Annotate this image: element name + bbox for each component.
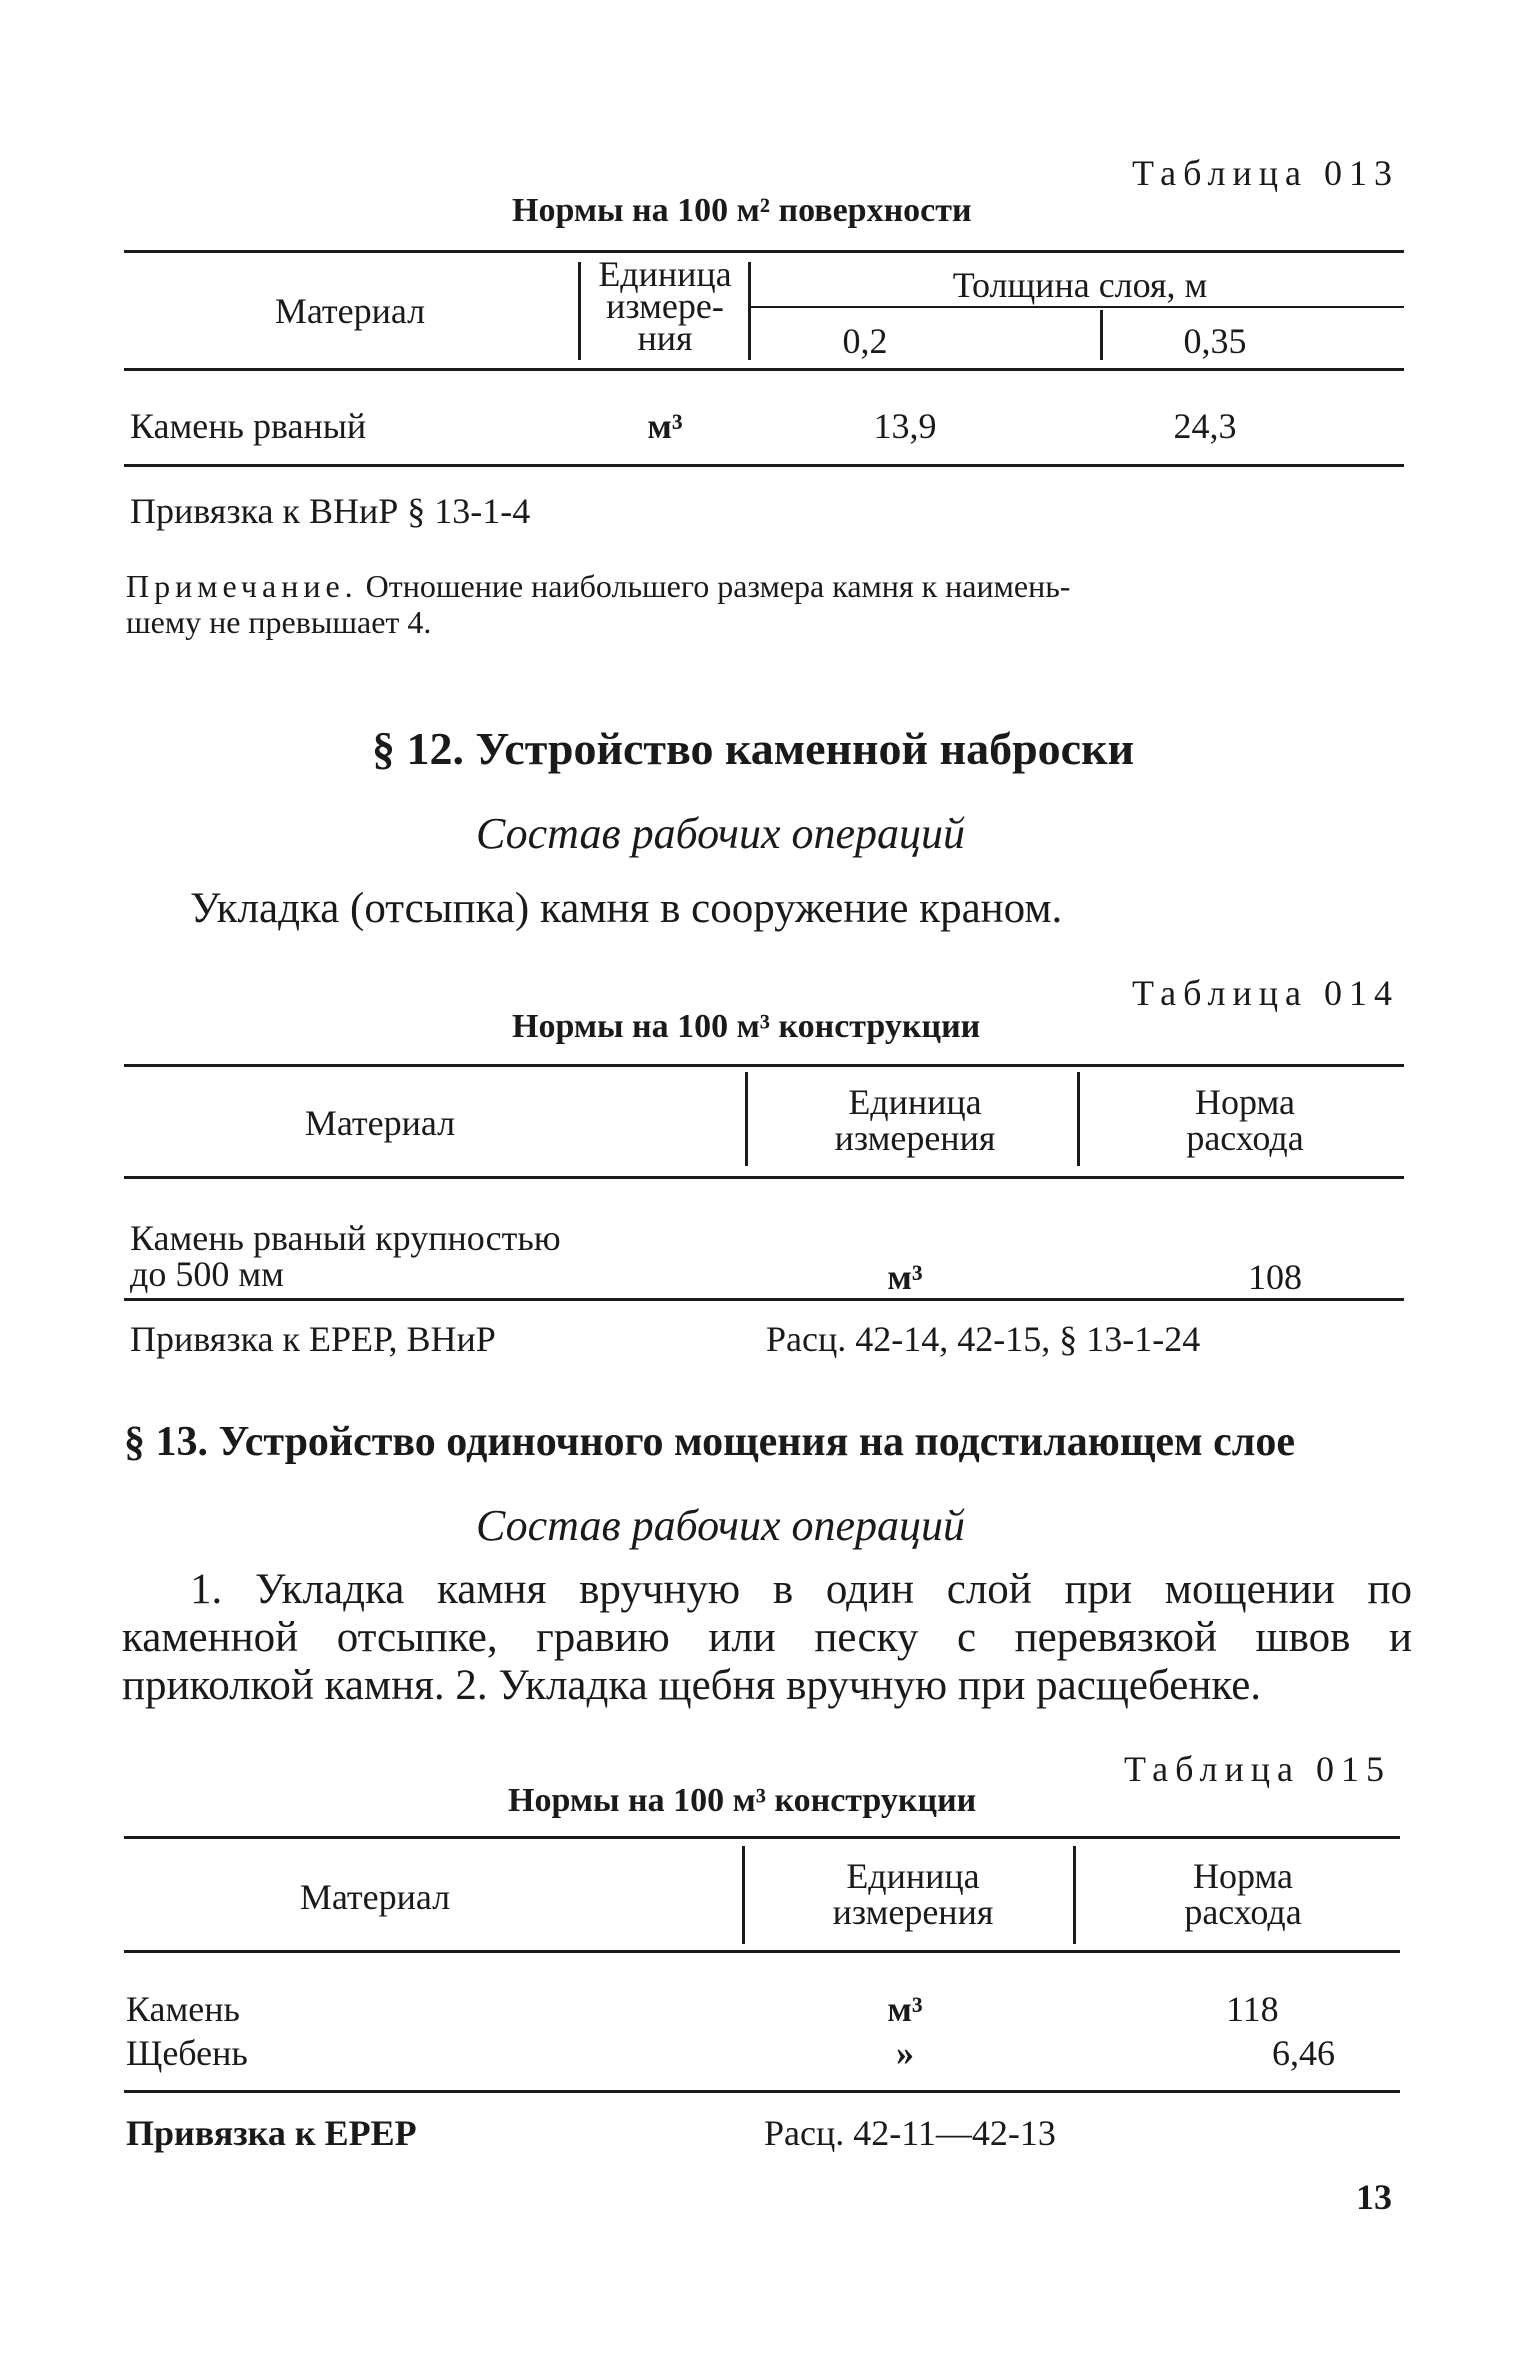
- table-015-row-material: Щебень: [126, 2033, 248, 2073]
- table-015-row-unit: м³: [887, 1989, 923, 2029]
- note-text: Отношение наибольшего размера камня к наимень-: [357, 568, 1071, 604]
- section-13-body-line-2: каменной отсыпке, гравию или песку с перевязкой швов и: [122, 1614, 1412, 1661]
- table-013-divider: [748, 262, 751, 360]
- section-12-body: Укладка (отсыпка) камня в сооружение краном.: [190, 885, 1063, 932]
- table-013-col-unit: [585, 254, 745, 358]
- table-014-col-unit-line-2: измерения: [834, 1118, 996, 1158]
- table-015-row-value: 118: [1226, 1989, 1279, 2029]
- table-014-row-value: 108: [1248, 1257, 1302, 1297]
- table-013-col-unit-line-2: измере-: [606, 286, 724, 326]
- table-014-col-unit-line-1: Единица: [848, 1082, 982, 1122]
- page-number: 13: [1356, 2177, 1392, 2217]
- table-015-col-material: Материал: [299, 1877, 451, 1917]
- table-015-divider: [1073, 1846, 1076, 1944]
- section-12-subheading: Состав рабочих операций: [476, 809, 966, 858]
- table-014-col-norm-line-2: расхода: [1186, 1118, 1304, 1158]
- table-015-col-unit: [758, 1858, 1068, 1930]
- table-013-top-rule: [124, 250, 1404, 253]
- section-13-body-line-1: 1. Укладка камня вручную в один слой при мощении по: [190, 1566, 1412, 1613]
- table-015-col-norm-line-1: Норма: [1193, 1856, 1293, 1896]
- table-014-col-norm-line-1: Норма: [1195, 1082, 1295, 1122]
- table-013-divider: [1100, 310, 1103, 360]
- table-013-col-t1: 0,2: [842, 321, 888, 361]
- table-014-divider: [1077, 1072, 1080, 1166]
- table-015-caption: Таблица 015: [1124, 1749, 1391, 1789]
- table-014-row-material-line-1: Камень рваный крупностью: [130, 1218, 561, 1258]
- table-014-top-rule: [124, 1064, 1404, 1067]
- table-013-note: [126, 568, 1070, 640]
- table-015-row-unit: »: [896, 2033, 914, 2073]
- section-12-heading: § 12. Устройство каменной наброски: [372, 723, 1135, 774]
- table-013-row-unit: м³: [647, 406, 683, 446]
- table-013-col-unit-line-1: Единица: [598, 254, 732, 294]
- note-label: Примечание.: [126, 568, 358, 604]
- table-014-caption: Таблица 014: [1132, 973, 1399, 1013]
- table-015-header-rule: [124, 1950, 1400, 1953]
- section-13-body-line-3: приколкой камня. 2. Укладка щебня вручную при расщебенке.: [122, 1662, 1262, 1709]
- table-015-top-rule: [124, 1836, 1400, 1839]
- table-015-binding-label: Привязка к ЕРЕР: [126, 2113, 417, 2153]
- table-013-col-t2: 0,35: [1183, 321, 1247, 361]
- table-013-row-v1: 13,9: [873, 406, 937, 446]
- table-015-col-unit-line-2: измерения: [832, 1892, 994, 1932]
- table-013-divider: [578, 262, 581, 360]
- table-014-row-unit: м³: [887, 1257, 923, 1297]
- table-015-bottom-rule: [124, 2090, 1400, 2093]
- table-013-row-material: Камень рваный: [130, 406, 367, 446]
- table-014-divider: [745, 1072, 748, 1166]
- table-013-col-thickness: Толщина слоя, м: [952, 265, 1208, 305]
- table-014-binding-value: Расц. 42-14, 42-15, § 13-1-24: [766, 1319, 1201, 1359]
- note-text-cont: шему не превышает 4.: [126, 604, 432, 640]
- section-13-body: [122, 1566, 1412, 1710]
- table-013-row-v2: 24,3: [1173, 406, 1237, 446]
- table-014-row-material: [130, 1220, 561, 1292]
- section-13-heading: § 13. Устройство одиночного мощения на подстилающем слое: [124, 1419, 1295, 1465]
- table-014-bottom-rule: [124, 1298, 1404, 1301]
- table-014-col-unit: [760, 1084, 1070, 1156]
- table-014-binding-label: Привязка к ЕРЕР, ВНиР: [130, 1319, 496, 1359]
- table-015-row-material: Камень: [126, 1989, 240, 2029]
- table-015-col-norm: [1088, 1858, 1398, 1930]
- table-013-sub-rule: [750, 306, 1404, 308]
- table-015-divider: [742, 1846, 745, 1944]
- table-015-col-norm-line-2: расхода: [1184, 1892, 1302, 1932]
- table-014-col-norm: [1090, 1084, 1400, 1156]
- table-015-row-value: 6,46: [1272, 2033, 1335, 2073]
- table-013-binding: Привязка к ВНиР § 13-1-4: [130, 491, 531, 531]
- table-015-binding-value: Расц. 42-11—42-13: [764, 2113, 1056, 2153]
- table-014-col-material: Материал: [304, 1103, 456, 1143]
- table-014-header-rule: [124, 1176, 1404, 1179]
- table-014-row-material-line-2: до 500 мм: [130, 1254, 284, 1294]
- table-013-bottom-rule: [124, 464, 1404, 467]
- table-013-col-material: Материал: [274, 291, 426, 331]
- table-015-col-unit-line-1: Единица: [846, 1856, 980, 1896]
- table-013-col-unit-line-3: ния: [637, 318, 693, 358]
- table-014-title: Нормы на 100 м³ конструкции: [512, 1008, 981, 1045]
- table-015-title: Нормы на 100 м³ конструкции: [508, 1782, 977, 1819]
- section-13-subheading: Состав рабочих операций: [476, 1501, 966, 1550]
- table-013-caption: Таблица 013: [1132, 153, 1399, 193]
- table-013-header-rule: [124, 368, 1404, 371]
- table-013-title: Нормы на 100 м² поверхности: [512, 192, 972, 229]
